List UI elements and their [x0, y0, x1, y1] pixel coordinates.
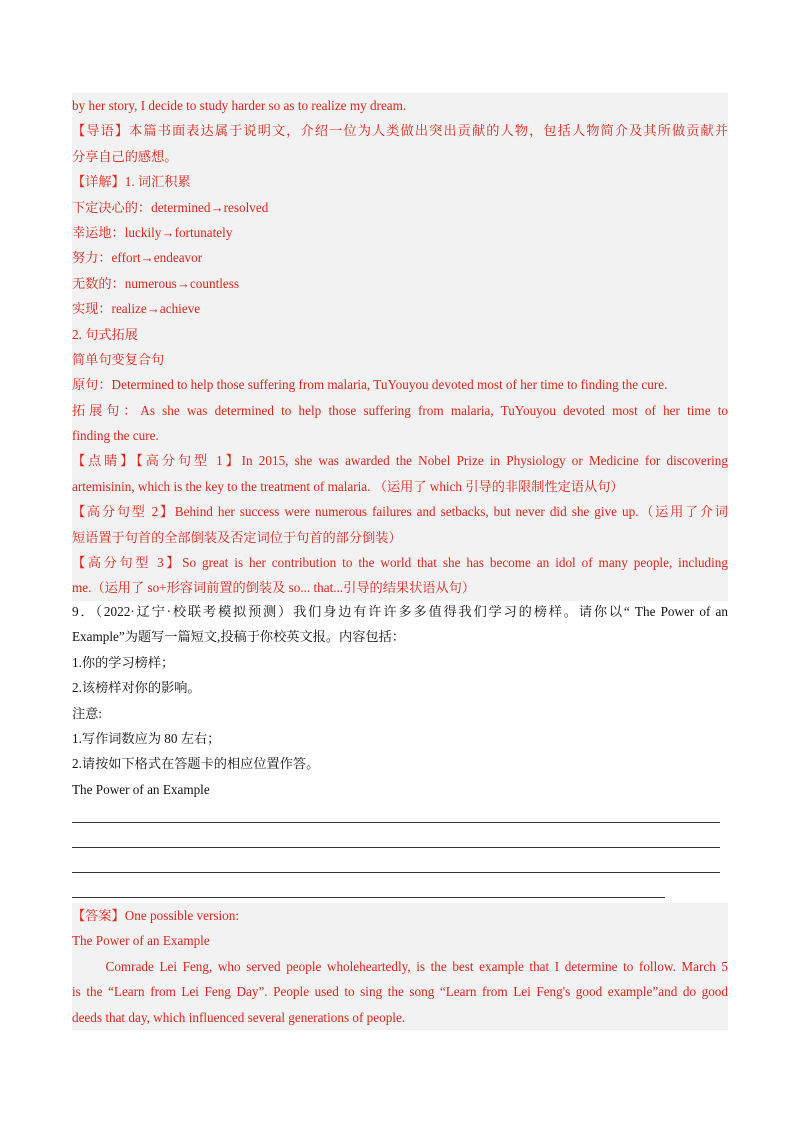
analysis-line: 拓展句：As she was determined to help those suffering from malaria, TuYouyou devoted most of her time to: [72, 402, 728, 418]
answer-rule: [72, 822, 720, 823]
question-line: Example”为题写一篇短文,投稿于你校英文报。内容包括：: [72, 629, 405, 645]
analysis-line: 【高分句型 2】Behind her success were numerous failures and setbacks, but never did she give up.（运用了介词: [72, 504, 728, 520]
analysis-block: [72, 93, 728, 601]
answer-line: deeds that day, which influenced several generations of people.: [72, 1009, 406, 1025]
question-line: 1.你的学习榜样；: [72, 654, 175, 670]
analysis-line: 原句：Determined to help those suffering from malaria, TuYouyou devoted most of her time to finding the cure.: [72, 377, 668, 393]
analysis-line: 【高分句型 3】So great is her contribution to the world that she has become an idol of many people, including: [72, 555, 728, 571]
analysis-line: 幸运地：luckily→fortunately: [72, 224, 233, 240]
question-line: 2.请按如下格式在答题卡的相应位置作答。: [72, 756, 320, 772]
analysis-line: 实现：realize→achieve: [72, 301, 201, 317]
answer-line: The Power of an Example: [72, 933, 210, 949]
analysis-line: 【导语】本篇书面表达属于说明文，介绍一位为人类做出突出贡献的人物，包括人物简介及其所做贡献并: [72, 123, 728, 139]
question-line: 9．（2022·辽宁·校联考模拟预测）我们身边有许许多多值得我们学习的榜样。请你以“ The Power of an: [72, 604, 728, 619]
analysis-line: 【详解】1. 词汇积累: [72, 174, 191, 190]
analysis-line: finding the cure.: [72, 428, 159, 444]
essay-title: The Power of an Example: [72, 781, 210, 797]
analysis-line: me.（运用了 so+形容词前置的倒装及 so... that...引导的结果状语从句）: [72, 580, 476, 596]
analysis-line: 简单句变复合句: [72, 351, 165, 367]
answer-rule: [72, 872, 720, 873]
analysis-line: by her story, I decide to study harder so as to realize my dream.: [72, 98, 407, 113]
analysis-line: 【点睛】【高分句型 1】In 2015, she was awarded the Nobel Prize in Physiology or Medicine for discovering: [72, 453, 728, 469]
question-line: 1.写作词数应为 80 左右；: [72, 730, 221, 746]
question-line: 注意:: [72, 705, 103, 721]
answer-rule: [72, 847, 720, 848]
analysis-line: artemisinin, which is the key to the treatment of malaria. （运用了 which 引导的非限制性定语从句）: [72, 478, 624, 494]
answer-line: is the “Learn from Lei Feng Day”. People used to sing the song “Learn from Lei Feng's good example”and do good: [72, 984, 728, 1000]
answer-line: 【答案】One possible version:: [72, 908, 240, 923]
question-line: 2.该榜样对你的影响。: [72, 680, 201, 696]
analysis-line: 下定决心的：determined→resolved: [72, 199, 269, 215]
answer-block: [72, 903, 728, 1030]
analysis-line: 无数的：numerous→countless: [72, 275, 240, 291]
analysis-line: 短语置于句首的全部倒装及否定词位于句首的部分倒装）: [72, 529, 402, 545]
analysis-line: 2. 句式拓展: [72, 326, 138, 342]
answer-rule: [72, 897, 665, 898]
analysis-line: 努力：effort→endeavor: [72, 250, 203, 266]
question-block: [72, 599, 728, 804]
answer-line: Comrade Lei Feng, who served people wholeheartedly, is the best example that I determine to follow. March 5: [72, 958, 728, 974]
analysis-line: 分享自己的感想。: [72, 148, 178, 164]
